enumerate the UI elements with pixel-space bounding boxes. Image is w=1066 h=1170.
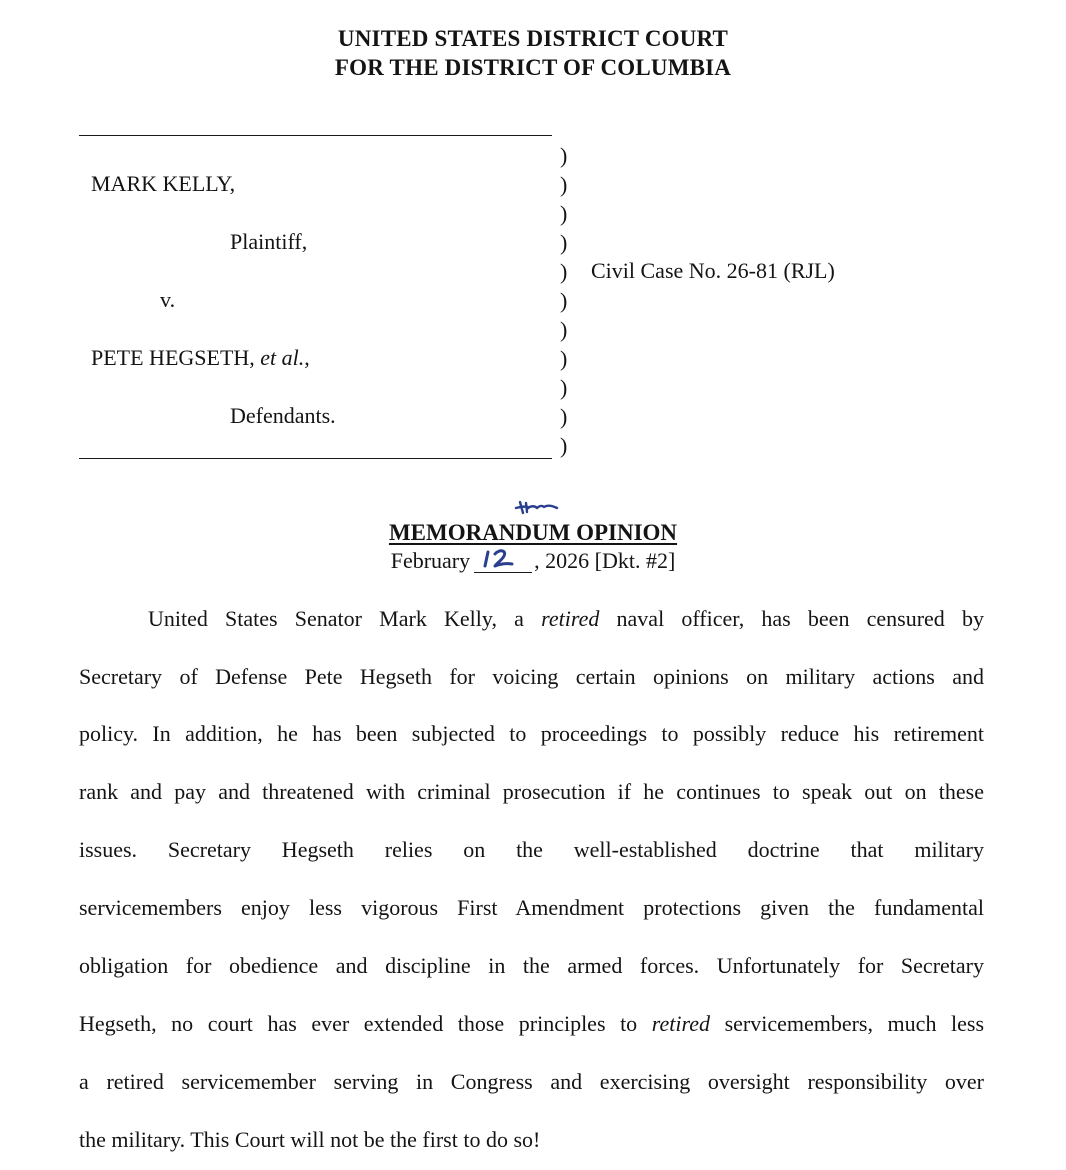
caption-top-rule (79, 135, 552, 136)
caption-paren: ) (560, 143, 568, 168)
caption-paren: ) (560, 346, 568, 371)
body-text: Hegseth, no court has ever extended those principles to (79, 1011, 652, 1036)
case-number: Civil Case No. 26-81 (RJL) (591, 258, 835, 283)
body-line-9: a retired servicemember serving in Congress and exercising oversight responsibility over (79, 1069, 984, 1094)
caption-paren: ) (560, 404, 568, 429)
body-line-7: obligation for obedience and discipline in the armed forces. Unfortunately for Secretary (79, 953, 984, 978)
plaintiff-name: MARK KELLY, (91, 171, 236, 196)
date-month: February (390, 548, 471, 573)
body-line-8 (79, 1011, 984, 1037)
memo-title-text: MEMORANDUM OPINION (388, 520, 678, 545)
body-line-3: policy. In addition, he has been subjected to proceedings to possibly reduce his retirement (79, 721, 984, 746)
court-district: FOR THE DISTRICT OF COLUMBIA (334, 55, 732, 80)
body-emphasis: retired (651, 1011, 710, 1036)
defendant-name-comma: , (304, 345, 310, 370)
plaintiff-role: Plaintiff, (230, 229, 308, 254)
court-header (0, 24, 1066, 82)
body-text: United States Senator Mark Kelly, a (148, 606, 542, 631)
body-line-4: rank and pay and threatened with criminal prosecution if he continues to speak out on these (79, 779, 984, 804)
body-text: naval officer, has been censured by (599, 606, 984, 631)
caption-paren: ) (560, 172, 568, 197)
defendant-name-text: PETE HEGSETH, (91, 345, 255, 370)
body-line-1 (148, 606, 984, 632)
caption-paren: ) (560, 259, 568, 284)
body-line-5: issues. Secretary Hegseth relies on the well-established doctrine that military (79, 837, 984, 862)
date-day-blank (474, 548, 532, 573)
court-name: UNITED STATES DISTRICT COURT (337, 26, 729, 51)
date-rest: , 2026 [Dkt. #2] (534, 548, 676, 573)
caption-paren: ) (560, 201, 568, 226)
caption-paren: ) (560, 375, 568, 400)
body-text: servicemembers, much less (710, 1011, 984, 1036)
versus-label: v. (160, 287, 176, 312)
caption-paren: ) (560, 433, 568, 458)
defendant-name (91, 345, 310, 371)
memo-date (0, 548, 1066, 574)
memo-title (0, 519, 1066, 546)
body-line-10: the military. This Court will not be the first to do so! (79, 1127, 541, 1152)
caption-paren: ) (560, 230, 568, 255)
caption-bottom-rule (79, 458, 552, 459)
handwritten-day-12 (482, 546, 522, 570)
caption-paren: ) (560, 317, 568, 342)
et-al: et al. (260, 345, 305, 370)
judge-initials-signature (511, 494, 561, 516)
caption-paren: ) (560, 288, 568, 313)
body-emphasis: retired (541, 606, 600, 631)
defendant-role: Defendants. (230, 403, 336, 428)
body-line-2: Secretary of Defense Pete Hegseth for voicing certain opinions on military actions and (79, 664, 984, 689)
body-line-6: servicemembers enjoy less vigorous First Amendment protections given the fundamental (79, 895, 984, 920)
